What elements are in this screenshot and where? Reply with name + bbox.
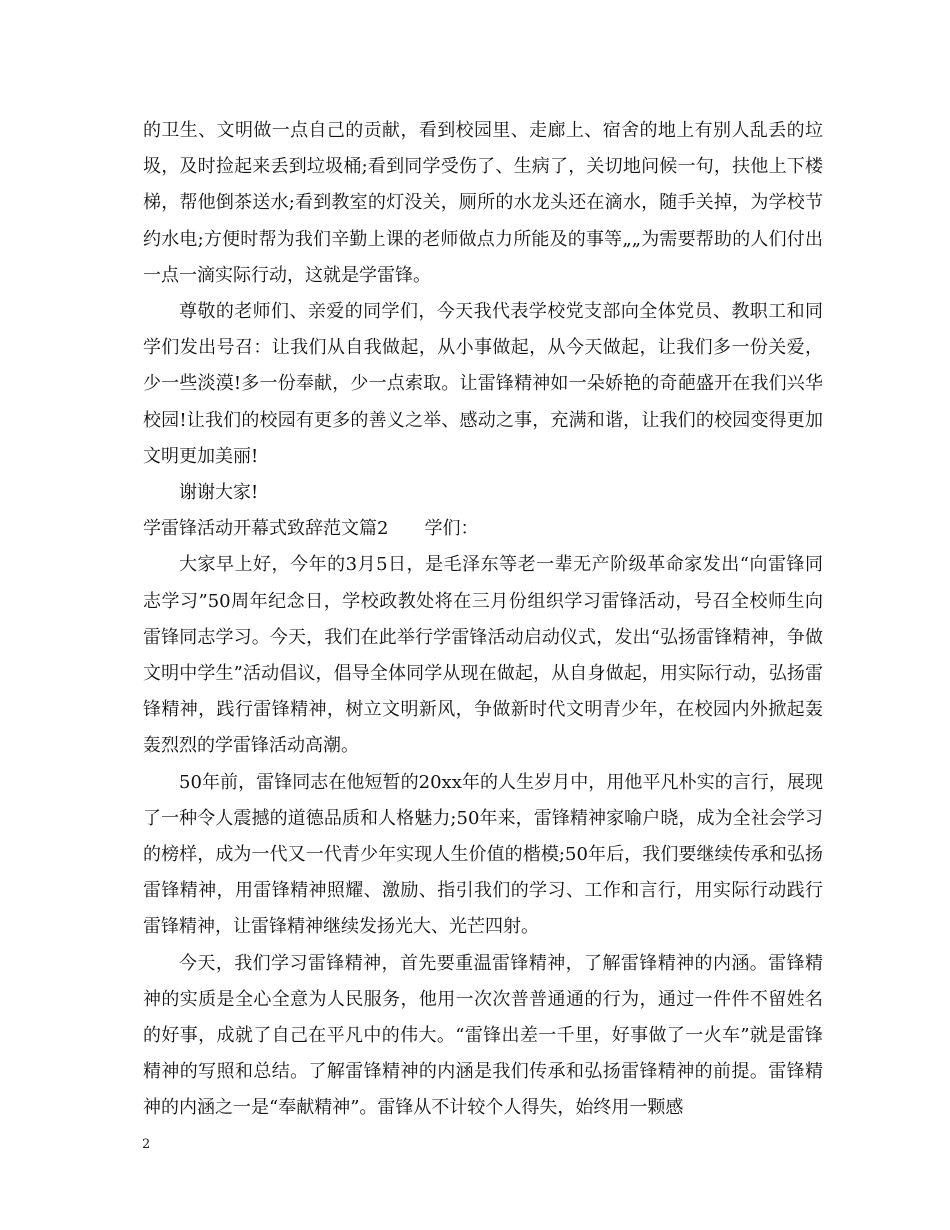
paragraph-thanks: 谢谢大家! [179, 482, 259, 504]
paragraph-school-hygiene: 的卫生、文明做一点自己的贡献，看到校园里、走廊上、宿舍的地上有别人乱丢的垃圾，及时捡起来丢到垃圾桶;看到同学受伤了、生病了，关切地问候一句，扶他上下楼梯，帮他倒茶送水;看到教室的灯没关，厕所的水龙头还在滴水，随手关掉，为学校节约水电;方便时帮为我们辛勤上课的老师做点力所能及的事等„„为需要帮助的人们付出一点一滴实际行动，这就是学雷锋。 [143, 120, 823, 286]
paragraph-lei-feng-spirit: 今天，我们学习雷锋精神，首先要重温雷锋精神，了解雷锋精神的内涵。雷锋精神的实质是全心全意为人民服务，他用一次次普普通通的行为，通过一件件不留姓名的好事，成就了自己在平凡中的伟大。“雷锋出差一千里，好事做了一火车”就是雷锋精神的写照和总结。了解雷锋精神的内涵是我们传承和弘扬雷锋精神的前提。雷锋精神的内涵之一是“奉献精神”。雷锋从不计较个人得失，始终用一颗感 [143, 952, 823, 1119]
section-heading [143, 511, 823, 547]
section-title: 学雷锋活动开幕式致辞范文篇2 [143, 518, 389, 540]
page-number: 2 [142, 1137, 151, 1152]
paragraph-call-to-action: 尊敬的老师们、亲爱的同学们，今天我代表学校党支部向全体党员、教职工和同学们发出号召：让我们从自我做起，从小事做起，从今天做起，让我们多一份关爱，少一些淡漠!多一份奉献，少一点索取。让雷锋精神如一朵娇艳的奇葩盛开在我们兴华校园!让我们的校园有更多的善义之举、感动之事，充满和谐，让我们的校园变得更加文明更加美丽! [143, 301, 823, 467]
paragraph-fifty-years: 50年前，雷锋同志在他短暂的20xx年的人生岁月中，用他平凡朴实的言行，展现了一种令人震撼的道德品质和人格魅力;50年来，雷锋精神家喻户晓，成为全社会学习的榜样，成为一代又一代青少年实现人生价值的楷模;50年后，我们要继续传承和弘扬雷锋精神，用雷锋精神照耀、激励、指引我们的学习、工作和言行，用实际行动践行雷锋精神，让雷锋精神继续发扬光大、光芒四射。 [143, 771, 823, 938]
paragraph-opening-greeting: 大家早上好，今年的3月5日，是毛泽东等老一辈无产阶级革命家发出“向雷锋同志学习”50周年纪念日，学校政教处将在三月份组织学习雷锋活动，号召全校师生向雷锋同志学习。今天，我们在此举行学雷锋活动启动仪式，发出“弘扬雷锋精神，争做文明中学生”活动倡议，倡导全体同学从现在做起，从自身做起，用实际行动，弘扬雷锋精神，践行雷锋精神，树立文明新风，争做新时代文明青少年，在校园内外掀起轰轰烈烈的学雷锋活动高潮。 [143, 554, 823, 757]
section-salutation: 学们： [424, 518, 479, 540]
document-body [143, 113, 823, 1127]
